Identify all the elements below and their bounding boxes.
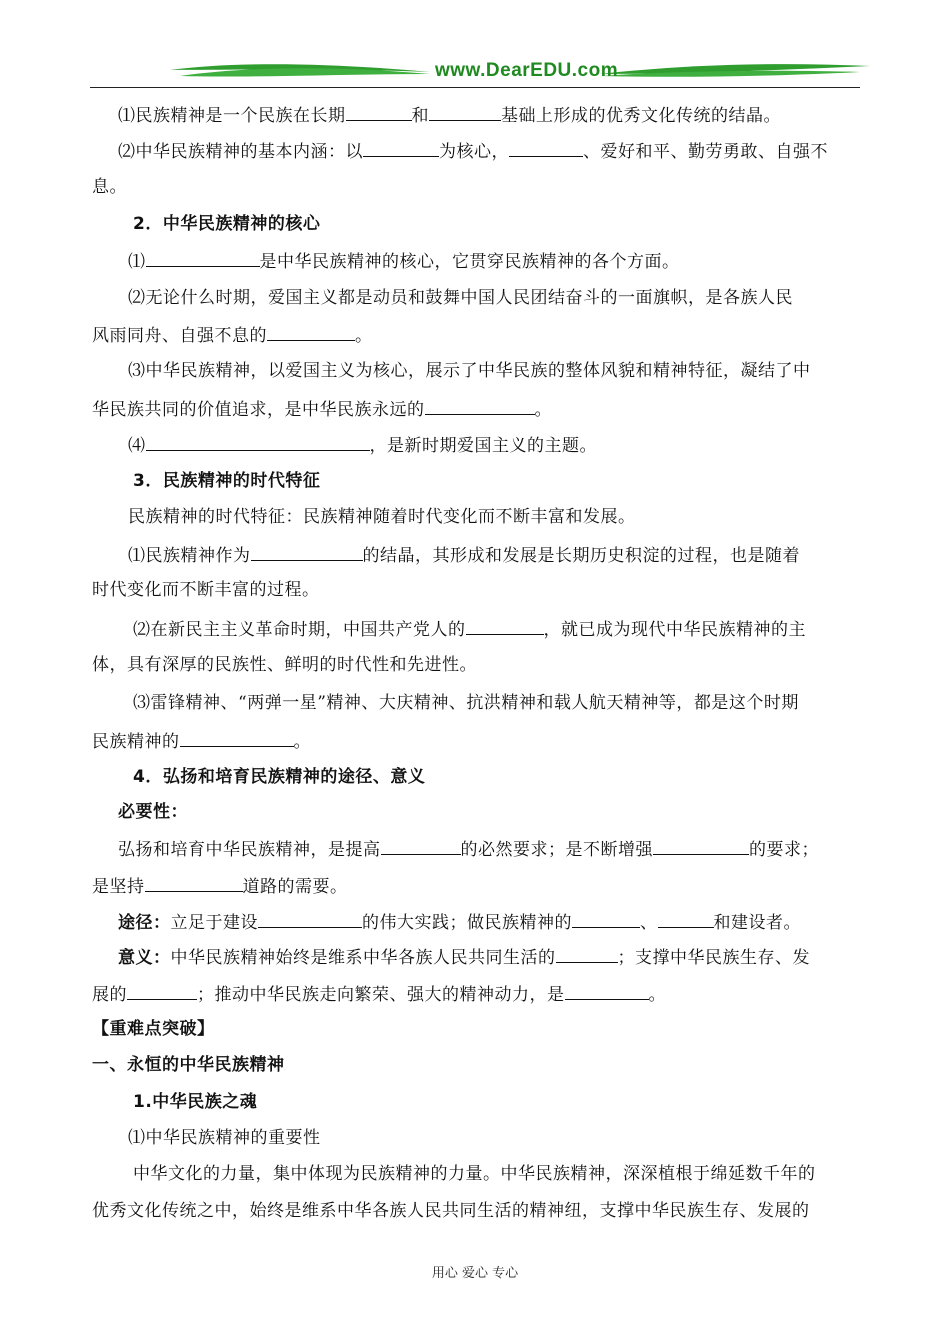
text-line: 民族精神的 。	[92, 728, 311, 754]
fill-blank[interactable]	[658, 909, 714, 928]
text-line: 体，具有深厚的民族性、鲜明的时代性和先进性。	[92, 655, 477, 675]
text-line: ⑷ ，是新时期爱国主义的主题。	[128, 432, 597, 458]
text-line: 时代变化而不断丰富的过程。	[92, 580, 320, 600]
fill-blank[interactable]	[145, 873, 243, 892]
fill-blank[interactable]	[509, 138, 583, 157]
text-line: 华民族共同的价值追求，是中华民族永远的 。	[92, 396, 552, 422]
text-line: ⑶雷锋精神、“两弹一星”精神、大庆精神、抗洪精神和载人航天精神等，都是这个时期	[133, 693, 799, 713]
fill-blank[interactable]	[180, 728, 294, 747]
section-heading: 2．中华民族精神的核心	[133, 214, 321, 234]
text-line: 优秀文化传统之中，始终是维系中华各族人民共同生活的精神纽，支撑中华民族生存、发展的	[92, 1201, 810, 1221]
text-line: 弘扬和培育中华民族精神，是提高 的必然要求；是不断增强 的要求；	[118, 836, 819, 862]
fill-blank[interactable]	[381, 836, 461, 855]
page-header	[90, 56, 860, 90]
text-line: 是坚持 道路的需要。	[92, 873, 348, 899]
section-heading: 4．弘扬和培育民族精神的途径、意义	[133, 767, 426, 787]
text-line: 途径：立足于建设 的伟大实践；做民族精神的 、 和建设者。	[118, 909, 801, 935]
fill-blank[interactable]	[267, 322, 355, 341]
fill-blank[interactable]	[565, 981, 649, 1000]
fill-blank[interactable]	[127, 981, 197, 1000]
site-logo-text: www.DearEDU.com	[435, 60, 619, 81]
fill-blank[interactable]	[346, 102, 412, 121]
fill-blank[interactable]	[251, 542, 363, 561]
header-rule	[90, 87, 860, 88]
fill-blank[interactable]	[146, 248, 260, 267]
text-line: 中华文化的力量，集中体现为民族精神的力量。中华民族精神，深深植根于绵延数千年的	[133, 1164, 816, 1184]
necessity-label: 必要性：	[118, 802, 188, 822]
text-line: ⑴ 是中华民族精神的核心，它贯穿民族精神的各个方面。	[128, 248, 680, 274]
fill-blank[interactable]	[425, 396, 535, 415]
text-line: ⑵在新民主主义革命时期，中国共产党人的 ，就已成为现代中华民族精神的主	[133, 616, 806, 642]
fill-blank[interactable]	[556, 944, 618, 963]
fill-blank[interactable]	[258, 909, 362, 928]
fill-blank[interactable]	[466, 616, 544, 635]
fill-blank[interactable]	[429, 102, 501, 121]
section-heading: 1.中华民族之魂	[133, 1092, 258, 1112]
text-line: 息。	[92, 177, 127, 197]
text-line: 展的 ；推动中华民族走向繁荣、强大的精神动力，是 。	[92, 981, 666, 1007]
text-line: ⑶中华民族精神，以爱国主义为核心，展示了中华民族的整体风貌和精神特征，凝结了中	[128, 361, 811, 381]
text-line: ⑴民族精神是一个民族在长期 和 基础上形成的优秀文化传统的结晶。	[118, 102, 781, 128]
fill-blank[interactable]	[653, 836, 749, 855]
text-line: ⑵中华民族精神的基本内涵：以 为核心， 、爱好和平、勤劳勇敢、自强不	[118, 138, 828, 164]
fill-blank[interactable]	[572, 909, 640, 928]
text-line: 民族精神的时代特征：民族精神随着时代变化而不断丰富和发展。	[128, 507, 636, 527]
text-line: 意义：中华民族精神始终是维系中华各族人民共同生活的 ；支撑中华民族生存、发	[118, 944, 810, 970]
section-heading: 3．民族精神的时代特征	[133, 471, 321, 491]
text-line: ⑴中华民族精神的重要性	[128, 1128, 321, 1148]
fill-blank[interactable]	[146, 432, 370, 451]
section-heading: 一、永恒的中华民族精神	[92, 1055, 285, 1075]
text-line: 风雨同舟、自强不息的 。	[92, 322, 373, 348]
page-footer: 用心 爱心 专心	[431, 1266, 519, 1281]
fill-blank[interactable]	[363, 138, 439, 157]
text-line: ⑴民族精神作为 的结晶，其形成和发展是长期历史积淀的过程，也是随着	[128, 542, 800, 568]
text-line: ⑵无论什么时期，爱国主义都是动员和鼓舞中国人民团结奋斗的一面旗帜，是各族人民	[128, 288, 793, 308]
section-heading: 【重难点突破】	[92, 1019, 215, 1039]
